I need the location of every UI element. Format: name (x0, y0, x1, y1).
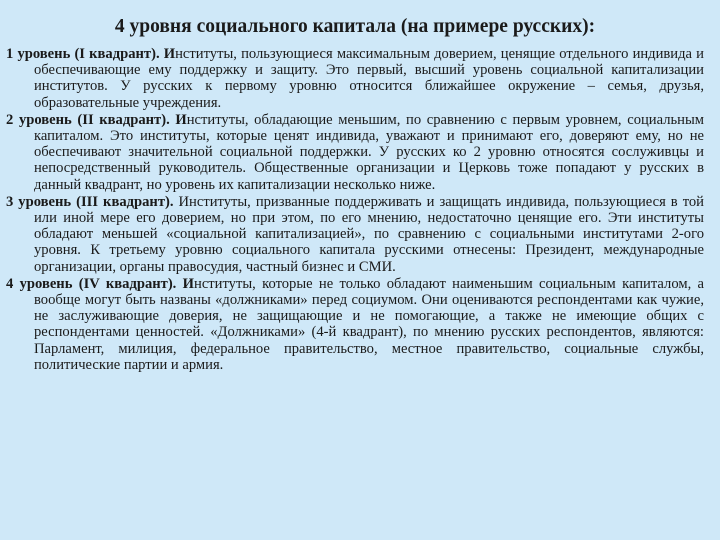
level-3-text: Институты, призванные поддерживать и защищать индивида, пользующиеся в той или иной мере его доверием, но при этом, по его мнению, недостаточно ценящие его. Эти институты обладают меньшей «социальной капитализацией», по сравнению с социальными институтами 2-ого уровня. К третьему уровню социального капитала русскими отнесены: Президент, международные организации, органы правосудия, частный бизнес и СМИ. (34, 193, 704, 275)
level-2-paragraph (6, 112, 704, 193)
level-1-paragraph (6, 46, 704, 111)
level-2-heading: 2 уровень (II квадрант). (6, 111, 170, 128)
level-4-paragraph (6, 276, 704, 373)
level-1-lead-letter: И (159, 46, 176, 62)
levels-list (6, 46, 704, 373)
slide-title: 4 уровня социального капитала (на примере русских): (114, 16, 596, 37)
level-4-heading: 4 уровень (IV квадрант). (6, 275, 177, 292)
level-4-text: нституты, которые не только обладают наименьшим социальным капиталом, а вообще могут быть названы «должниками» перед социумом. Они оцениваются респондентами как чужие, не заслуживающие доверия, не защищающие и не помогающие, а также не имеющие общих с респондентами ценностей. «Должниками» (4-й квадрант), по мнению русских респондентов, являются: Парламент, милиция, федеральное правительство, местное правительство, социальные службы, политические партии и армия. (34, 275, 705, 373)
level-3-paragraph (6, 194, 704, 275)
level-2-lead-letter: И (169, 111, 187, 128)
level-4-lead-letter: И (176, 275, 195, 292)
level-1-heading: 1 уровень (I квадрант). (6, 46, 160, 62)
level-3-heading: 3 уровень (III квадрант). (6, 193, 174, 210)
level-1-text: нституты, пользующиеся максимальным доверием, ценящие отдельного индивида и обеспечивающие ему поддержку и защиту. Это первый, высший уровень социальной капитализации институтов. У русских к первому уровню относится ближайшее окружение – семья, друзья, образовательные учреждения. (34, 46, 704, 111)
level-2-text: нституты, обладающие меньшим, по сравнению с первым уровнем, социальным капиталом. Это институты, которые ценят индивида, уважают и принимают его, доверяют ему, но не обеспечивают значительной социальной поддержки. У русских ко 2 уровню относятся сослуживцы и непосредственный руководитель. Общественные организации и Церковь тоже попадают у русских в данный квадрант, но уровень их капитализации несколько ниже. (34, 111, 705, 193)
